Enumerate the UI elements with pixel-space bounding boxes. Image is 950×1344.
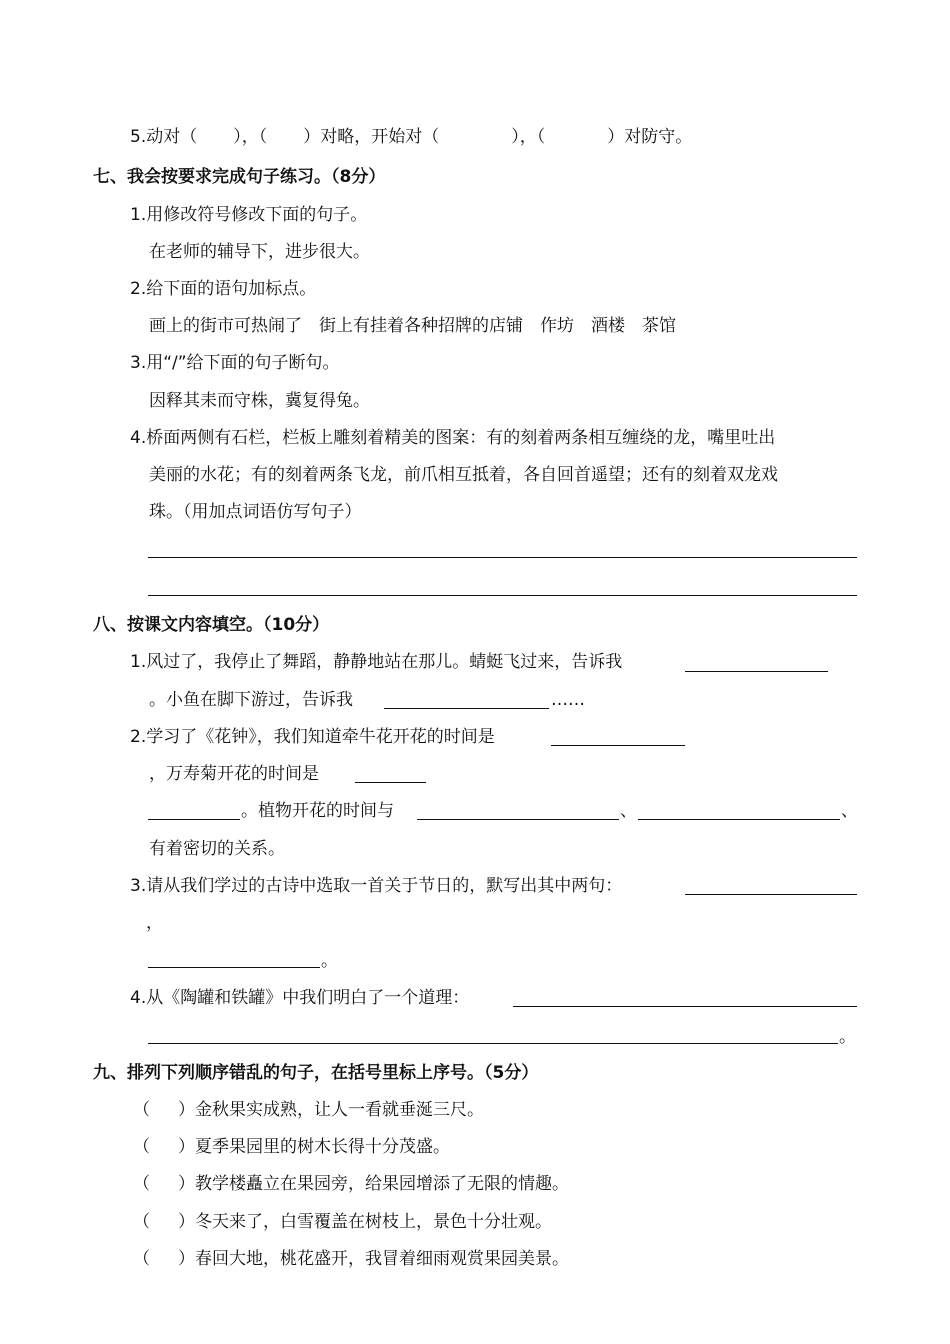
section-7-title: 七、我会按要求完成句子练习。（8分） — [93, 167, 386, 187]
s8-q3-a: 3.请从我们学过的古诗中选取一首关于节日的，默写出其中两句： — [130, 876, 623, 896]
s8-q1-blank-2[interactable] — [384, 708, 549, 709]
s8-q1-c: …… — [551, 690, 585, 710]
order-paren-open[interactable]: （ — [133, 1100, 150, 1120]
s8-q2-blank-5[interactable] — [638, 819, 840, 820]
s8-q1-blank-1[interactable] — [685, 671, 828, 672]
s8-q3-blank-2[interactable] — [148, 967, 320, 968]
s8-q3-b: ， — [146, 913, 163, 933]
s7-q3: 3.用“/”给下面的句子断句。 — [130, 353, 340, 373]
s9-item: （ ）春回大地，桃花盛开，我冒着细雨观赏果园美景。 — [133, 1249, 569, 1269]
s8-q2-c: 。植物开花的时间与 — [241, 801, 394, 821]
section-8-title: 八、按课文内容填空。（10分） — [93, 615, 330, 635]
s8-q4-blank-1[interactable] — [513, 1006, 857, 1007]
q6-5: 5.动对（ ），（ ）对略，开始对（ ），（ ）对防守。 — [130, 127, 693, 147]
order-paren-open[interactable]: （ — [133, 1137, 150, 1157]
s7-answer-line-2[interactable] — [148, 595, 857, 596]
s9-item: （ ）教学楼矗立在果园旁，给果园增添了无限的情趣。 — [133, 1174, 569, 1194]
s9-item: （ ）夏季果园里的树木长得十分茂盛。 — [133, 1137, 450, 1157]
s7-answer-line-1[interactable] — [148, 557, 857, 558]
order-paren-open[interactable]: （ — [133, 1174, 150, 1194]
s7-q4-line1: 4.桥面两侧有石栏，栏板上雕刻着精美的图案：有的刻着两条相互缠绕的龙，嘴里吐出 — [130, 428, 776, 448]
s8-q4-blank-2[interactable] — [148, 1043, 838, 1044]
s9-item: （ ）冬天来了，白雪覆盖在树枝上，景色十分壮观。 — [133, 1212, 552, 1232]
section-9-title: 九、排列下列顺序错乱的句子，在括号里标上序号。（5分） — [93, 1063, 539, 1083]
s7-q3-text: 因释其耒而守株，冀复得兔。 — [149, 391, 370, 411]
order-paren-open[interactable]: （ — [133, 1249, 150, 1269]
s8-q3-c: 。 — [321, 951, 338, 971]
s7-q4-line3: 珠。（用加点词语仿写句子） — [149, 502, 362, 522]
order-paren-open[interactable]: （ — [133, 1212, 150, 1232]
s9-item: （ ）金秋果实成熟，让人一看就垂涎三尺。 — [133, 1100, 484, 1120]
s7-q1: 1.用修改符号修改下面的句子。 — [130, 205, 368, 225]
s8-q3-blank-1[interactable] — [685, 894, 857, 895]
s8-q2-blank-2[interactable] — [355, 782, 426, 783]
s8-q2-blank-1[interactable] — [551, 745, 685, 746]
s8-q2-e: 、 — [841, 801, 858, 821]
s7-q4-line2: 美丽的水花；有的刻着两条飞龙，前爪相互抵着，各自回首遥望；还有的刻着双龙戏 — [149, 465, 778, 485]
s8-q4-b: 。 — [839, 1027, 856, 1047]
s8-q1-b: 。小鱼在脚下游过，告诉我 — [149, 690, 353, 710]
s8-q2-blank-4[interactable] — [417, 819, 619, 820]
s8-q1-a: 1.风过了，我停止了舞蹈，静静地站在那儿。蜻蜓飞过来，告诉我 — [130, 652, 623, 672]
s8-q2-a: 2.学习了《花钟》，我们知道牵牛花开花的时间是 — [130, 727, 495, 747]
s7-q2-text: 画上的街市可热闹了 街上有挂着各种招牌的店铺 作坊 酒楼 茶馆 — [149, 316, 676, 336]
s8-q2-blank-3[interactable] — [148, 819, 240, 820]
s7-q2: 2.给下面的语句加标点。 — [130, 279, 317, 299]
s8-q2-d: 、 — [620, 801, 637, 821]
s7-q1-text: 在老师的辅导下，进步很大。 — [149, 242, 370, 262]
s8-q2-b: ，万寿菊开花的时间是 — [149, 764, 319, 784]
s8-q4-a: 4.从《陶罐和铁罐》中我们明白了一个道理： — [130, 988, 470, 1008]
s8-q2-f: 有着密切的关系。 — [149, 839, 285, 859]
